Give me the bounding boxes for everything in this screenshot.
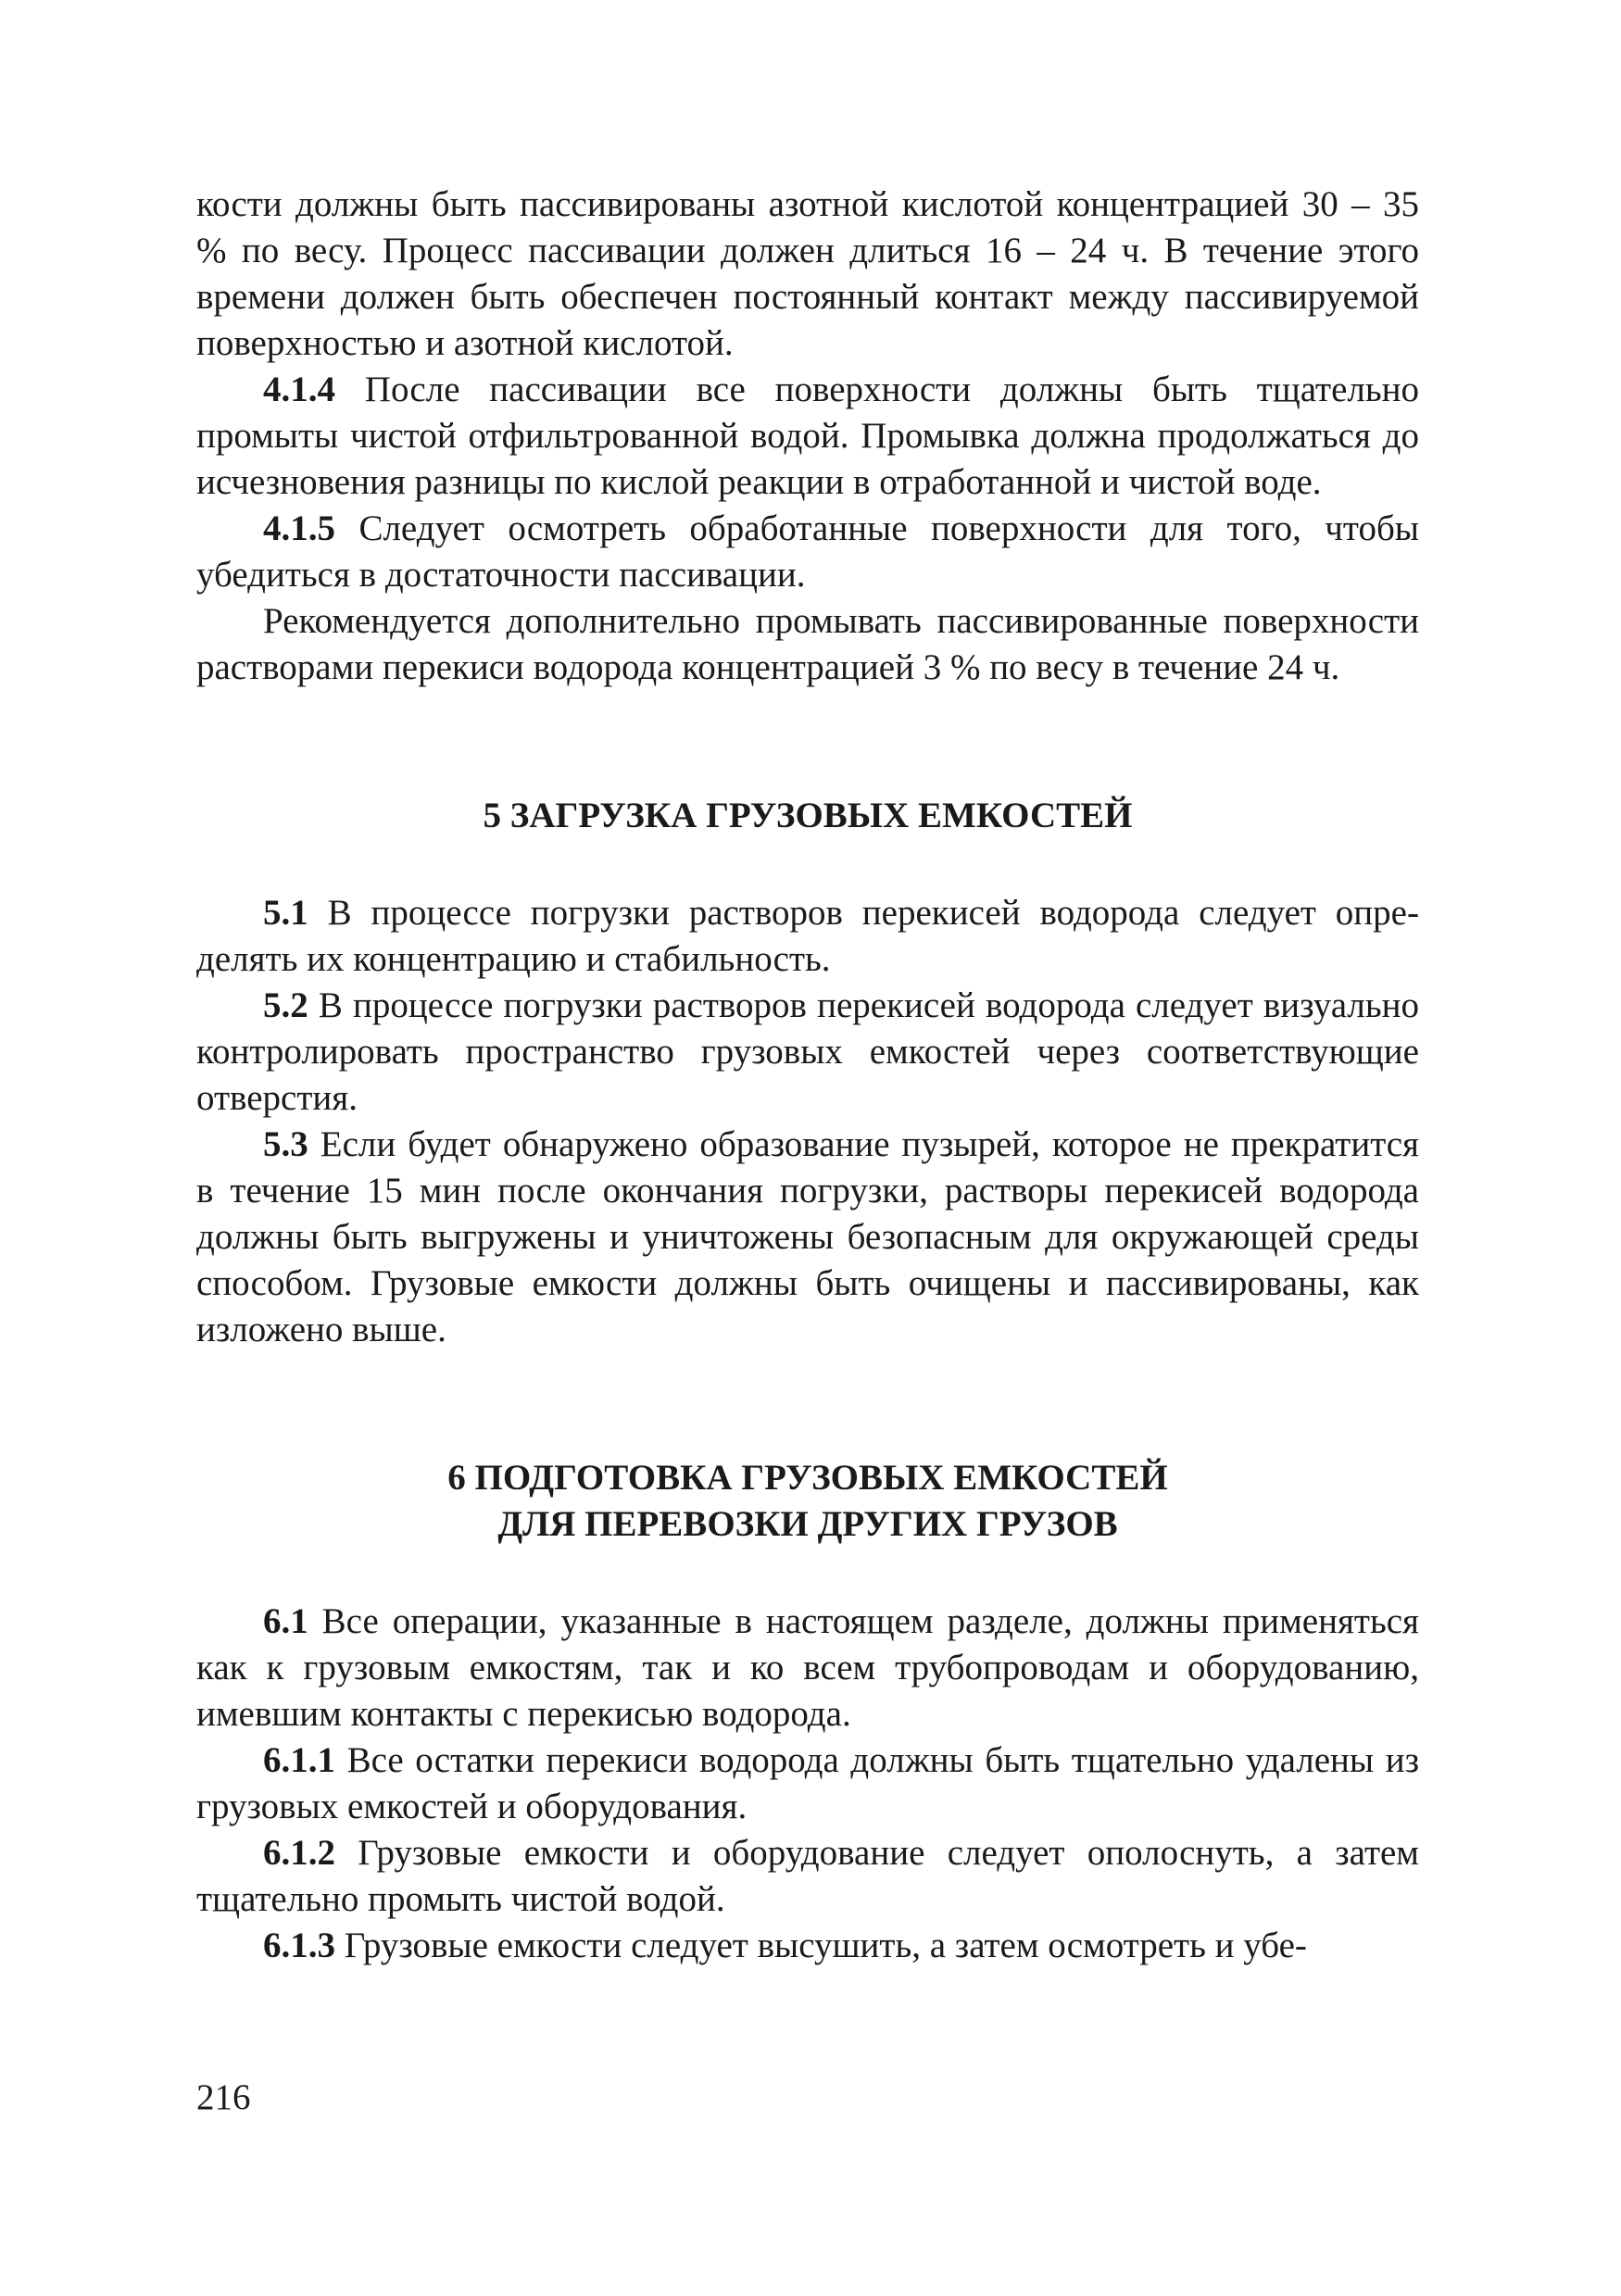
paragraph-5-1 [196, 890, 1419, 983]
spacer [196, 1353, 1419, 1455]
paragraph-continuation [196, 182, 1419, 367]
clause-number: 5.2 [263, 985, 308, 1025]
paragraph-5-3 [196, 1122, 1419, 1353]
paragraph-6-1-1 [196, 1738, 1419, 1830]
section-6-heading [196, 1455, 1419, 1548]
paragraph-text: Все остатки перекиси водорода должны быть тщательно удалены из грузовых емкостей и оборудования. [196, 1740, 1419, 1826]
paragraph-text: В процессе погрузки растворов перекисей водорода следует определять их концентрацию и стабильность. [196, 893, 1419, 979]
spacer [196, 839, 1419, 890]
paragraph-recommendation [196, 598, 1419, 691]
paragraph-6-1-3 [196, 1923, 1419, 1969]
clause-number: 6.1 [263, 1601, 308, 1641]
page-body [196, 182, 1419, 1969]
clause-number: 6.1.1 [263, 1740, 335, 1780]
spacer [196, 1548, 1419, 1599]
clause-number: 6.1.3 [263, 1926, 335, 1965]
paragraph-4-1-4 [196, 367, 1419, 506]
paragraph-6-1-2 [196, 1830, 1419, 1923]
clause-number: 4.1.5 [263, 508, 335, 548]
section-5-heading [196, 793, 1419, 839]
clause-number: 5.1 [263, 893, 308, 933]
paragraph-text: Все операции, указанные в настоящем разделе, должны применяться как к грузовым емкостям, так и ко всем трубопроводам и оборудованию, имевшим контакты с перекисью водорода. [196, 1601, 1419, 1734]
paragraph-text: После пассивации все поверхности должны быть тщательно промыты чистой отфильтрованной водой. Промывка должна продолжаться до исчезновения разницы по кислой реакции в отработанной и чистой воде. [196, 370, 1419, 502]
page-number: 216 [196, 2077, 251, 2117]
paragraph-text: Рекомендуется дополнительно промывать пассивированные поверхности растворами перекиси водорода концентрацией 3 % по весу в течение 24 ч. [196, 601, 1419, 687]
heading-line: 6 ПОДГОТОВКА ГРУЗОВЫХ ЕМКОСТЕЙ [447, 1458, 1168, 1498]
heading-line: 5 ЗАГРУЗКА ГРУЗОВЫХ ЕМКОСТЕЙ [483, 796, 1133, 835]
paragraph-text: Грузовые емкости следует высушить, а затем осмотреть и убе- [335, 1926, 1307, 1965]
paragraph-text: В процессе погрузки растворов перекисей водорода следует визуально контролировать пространство грузовых емкостей через соответствующие отверстия. [196, 985, 1419, 1118]
heading-line: ДЛЯ ПЕРЕВОЗКИ ДРУГИХ ГРУЗОВ [497, 1504, 1118, 1544]
paragraph-text: Грузовые емкости и оборудование следует ополоснуть, а затем тщательно промыть чистой водой. [196, 1833, 1419, 1919]
paragraph-6-1 [196, 1599, 1419, 1738]
clause-number: 6.1.2 [263, 1833, 335, 1873]
paragraph-text: кости должны быть пассивированы азотной кислотой концентрацией 30 – 35 % по весу. Процесс пассивации должен длиться 16 – 24 ч. В течение этого времени должен быть обеспечен постоянный контакт между пассивируемой поверхностью и азотной кислотой. [196, 184, 1419, 363]
paragraph-4-1-5 [196, 506, 1419, 598]
paragraph-text: Следует осмотреть обработанные поверхности для того, чтобы убедиться в достаточности пассивации. [196, 508, 1419, 595]
clause-number: 4.1.4 [263, 370, 335, 409]
paragraph-text: Если будет обнаружено образование пузырей, которое не прекратится в течение 15 мин после окончания погрузки, растворы перекисей водорода должны быть выгружены и уничтожены безопасным для окружающей среды способом. Грузовые емкости должны быть очищены и пассивированы, как изложено выше. [196, 1124, 1419, 1349]
paragraph-5-2 [196, 983, 1419, 1122]
clause-number: 5.3 [263, 1124, 308, 1164]
spacer [196, 691, 1419, 793]
